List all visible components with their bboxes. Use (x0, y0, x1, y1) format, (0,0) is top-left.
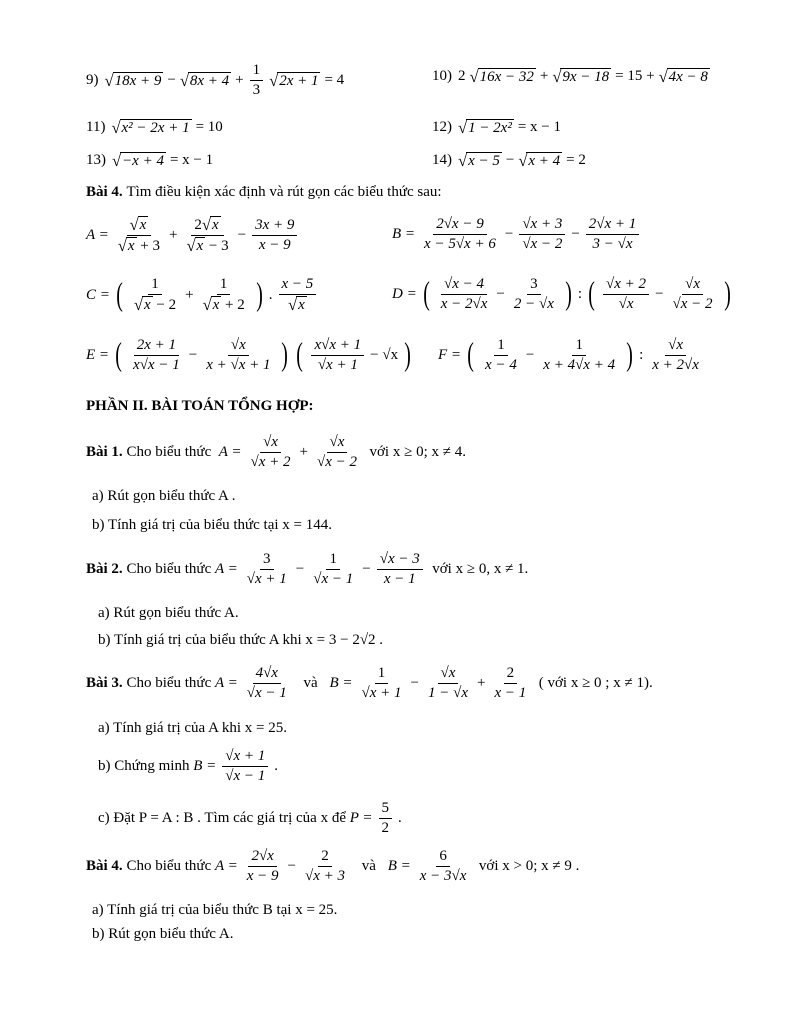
b1-a: a) Rút gọn biểu thức A . (92, 488, 236, 504)
numerator: 4√x (253, 665, 281, 684)
b4-a: a) Tính giá trị của biểu thức B tại x = 25. (92, 902, 338, 918)
numerator: √x + 3 (519, 216, 565, 235)
denominator: 2 − √x (513, 296, 554, 312)
denominator: √x + 1 (246, 571, 287, 587)
radicand: x (212, 297, 220, 313)
term: − √x (370, 347, 399, 363)
numerator: 1 (572, 337, 586, 356)
problem-12: 12) √ 1 − 2x² = x − 1 (432, 118, 562, 137)
radicand: 4x − 8 (668, 69, 708, 85)
expr-name: P = (349, 810, 373, 826)
numerator: 5 (379, 800, 393, 819)
numerator: √x + 1 (222, 748, 268, 767)
denominator: x + 2√x (652, 357, 699, 373)
problem-label: 14) (432, 152, 452, 169)
radicand: 16x − 32 (479, 69, 534, 85)
rhs: = 10 (195, 119, 223, 136)
b2-statement: Bài 2. Cho biểu thức A = $\frac{3}{√x + 1}$ − $\frac{1}{√x - 1}$ − $\frac{√x - 3}{x - 1}$ với x ≥ 0, x ≠ 1. (86, 551, 529, 587)
denominator: √x (618, 296, 634, 312)
denominator: x − 1 (494, 685, 527, 701)
denominator: x − 3√x (419, 868, 467, 884)
numerator: 1 (326, 551, 340, 570)
denominator: 1 − √x (427, 685, 468, 701)
b3-statement: Bài 3. Cho biểu thức A = $\frac{4√x}{√x - 1}$ và B = $\frac{1}{√x + 1}$ − $\frac{√x}{1 - √x}$ + $\frac{2}{x - 1}$ ( với x ≥ 0 ; x ≠ 1). (86, 665, 653, 701)
denominator: x − 9 (258, 237, 291, 253)
exercise-title: Bài 3. (86, 675, 123, 691)
numerator: 3x + 9 (252, 217, 297, 236)
b2-b: b) Tính giá trị của biểu thức A khi x = 3 − 2√2 . (98, 632, 384, 648)
condition: với x ≥ 0, x ≠ 1. (432, 561, 529, 577)
denominator: x − 4 (485, 357, 517, 373)
problem-13: 13) √ −x + 4 = x − 1 (86, 151, 214, 170)
denominator: √x + 1 (361, 685, 402, 701)
exercise-title: Bài 4. (86, 858, 123, 874)
expr-name: B = (392, 226, 416, 242)
radicand: x − 5 (468, 153, 500, 169)
problem-label: 12) (432, 119, 452, 136)
numerator: 2√x (248, 848, 276, 867)
problem-10: 10) 2 √ 16x − 32 + √ 9x − 18 = 15 + √ 4x − 8 (432, 67, 708, 86)
denominator: x − 1 (383, 571, 416, 587)
numerator: √x − 3 (377, 551, 423, 570)
exercise-text: Tìm điều kiện xác định và rút gọn các biểu thức sau: (126, 184, 442, 200)
rhs: = 4 (324, 72, 345, 88)
numerator: √x (682, 276, 703, 295)
radicand: x + 4 (528, 153, 561, 169)
numerator: 3 (260, 551, 274, 570)
expr-A: A = √ x √ x + 3 + 2 √ x √ x − 3 − $\frac{3x + 9}{x - 9}$ (86, 216, 299, 255)
numerator: 3 (527, 276, 541, 295)
rhs: = 15 + (615, 68, 655, 85)
b3-a: a) Tính giá trị của A khi x = 25. (98, 720, 287, 736)
coefficient: 2 (458, 68, 466, 85)
numerator: 1 (217, 276, 231, 295)
b3-c: c) Đặt P = A : B . Tìm các giá trị của x để P = $\frac{5}{2}$ . (98, 800, 402, 836)
expr-name: C = (86, 286, 110, 303)
numerator: 2√x − 9 (433, 216, 487, 235)
numerator: 1 (148, 276, 162, 295)
expr-name: B = (387, 858, 411, 874)
denominator: x − 5√x + 6 (424, 236, 496, 252)
b4-b: b) Rút gọn biểu thức A. (92, 926, 234, 942)
numerator: x − 5 (279, 276, 317, 295)
numerator: 2 (504, 665, 518, 684)
numerator: √x (260, 434, 281, 453)
rhs: = x − 1 (517, 119, 562, 136)
exercise-title: Bài 1. (86, 444, 123, 460)
numerator: 1 (494, 337, 508, 356)
expr-name: F = (438, 347, 462, 363)
radicand: 8x + 4 (189, 72, 230, 89)
denominator: √x − 1 (246, 685, 287, 701)
radicand: x (211, 217, 219, 233)
b4-statement: Bài 4. Cho biểu thức A = $\frac{2√x}{x - 9}$ − $\frac{2}{√x + 3}$ và B = $\frac{6}{x - 3√x}$ với x > 0; x ≠ 9 . (86, 848, 580, 884)
radicand: x (143, 297, 151, 313)
numerator: √x (438, 665, 459, 684)
expr-name: B = (193, 758, 217, 774)
numerator: 6 (436, 848, 450, 867)
expr-B: B = $\frac{2√x - 9}{x - 5√x + 6}$ − $\frac{√x + 3}{√x - 2}$ − $\frac{2√x + 1}{3 - √x}$ (392, 216, 641, 253)
expr-F: F = ( $\frac{1}{x - 4}$ − $\frac{1}{x + 4√x + 4}$ ) : $\frac{√x}{x + 2√x}$ (438, 337, 704, 374)
denominator: x√x − 1 (133, 357, 180, 373)
exercise-text: Cho biểu thức (126, 561, 212, 577)
denominator: √x + 3 (305, 868, 346, 884)
radicand: x² − 2x + 1 (121, 120, 190, 136)
expr-name: B = (329, 675, 353, 691)
expr-name: A = (214, 561, 238, 577)
radicand: x (298, 297, 305, 313)
numerator: 2x + 1 (134, 337, 179, 356)
denominator: √x − 1 (313, 571, 354, 587)
exercise-title: Bài 2. (86, 561, 123, 577)
condition: với x ≥ 0; x ≠ 4. (369, 444, 466, 460)
radicand: x (139, 217, 147, 233)
rhs: = 2 (566, 152, 586, 169)
denominator: √x + 1 (317, 357, 358, 373)
b1-statement: Bài 1. Cho biểu thức A = $\frac{√x}{√x + 2}$ + $\frac{√x}{√x - 2}$ với x ≥ 0; x ≠ 4. (86, 434, 466, 470)
denominator: x + √x + 1 (206, 357, 271, 373)
numerator: √x (327, 434, 348, 453)
bai4-intro (86, 184, 442, 201)
conjunction: và (303, 675, 318, 691)
expr-name: E = (86, 347, 110, 363)
part-text: b) Chứng minh (98, 758, 190, 774)
condition: ( với x ≥ 0 ; x ≠ 1). (538, 675, 653, 691)
expr-name: D = (392, 286, 417, 302)
conjunction: và (361, 858, 376, 874)
problem-label: 9) (86, 72, 99, 88)
expr-name: A = (218, 444, 242, 460)
denominator: 3 − √x (592, 236, 633, 252)
coefficient: 2 (194, 217, 202, 233)
b3-b: b) Chứng minh B = $\frac{√x + 1}{√x - 1}$ . (98, 748, 279, 784)
numerator: √x + 2 (603, 276, 649, 295)
exercise-text: Cho biểu thức (126, 858, 212, 874)
exercise-text: Cho biểu thức (126, 675, 212, 691)
b1-b: b) Tính giá trị của biểu thức tại x = 144. (92, 517, 333, 533)
rhs: = x − 1 (169, 152, 214, 169)
radicand: 2x + 1 (279, 72, 319, 89)
numerator: √x (665, 337, 686, 356)
expr-D: D = ( $\frac{√x - 4}{x - 2√x}$ − $\frac{3}{2 - √x}$ ) : ( $\frac{√x + 2}{√x}$ − $\frac{√x}{√x - 2}$ ) (392, 276, 731, 312)
radicand: x (127, 238, 135, 254)
denominator: 2 (381, 820, 389, 836)
part-text: c) Đặt P = A : B . Tìm các giá trị của x để (98, 810, 346, 826)
radicand: 9x − 18 (562, 69, 610, 85)
condition: với x > 0; x ≠ 9 . (478, 858, 580, 874)
denominator: √x − 2 (316, 454, 357, 470)
problem-11: 11) √ x² − 2x + 1 = 10 (86, 118, 223, 137)
radicand: x (196, 238, 204, 254)
denominator: √x − 2 (522, 236, 563, 252)
numerator: √x − 4 (441, 276, 487, 295)
expr-C: C = ( 1 √ x − 2 + 1 √ x + 2 ) . x − 5 √ x (86, 276, 318, 314)
denominator: √x − 2 (672, 296, 713, 312)
radicand: 1 − 2x² (468, 120, 512, 136)
numerator: √x (228, 337, 249, 356)
part2-title: PHẦN II. BÀI TOÁN TỔNG HỢP: (86, 398, 314, 414)
problem-label: 13) (86, 152, 106, 169)
expr-name: A = (214, 675, 238, 691)
radicand: −x + 4 (122, 153, 164, 169)
problem-label: 11) (86, 119, 106, 136)
radicand: 18x + 9 (114, 72, 162, 89)
expr-name: A = (86, 227, 109, 243)
problem-9: 9) √ 18x + 9 − √ 8x + 4 + $\frac{1}{3}$ √ 2x + 1 = 4 (86, 62, 345, 98)
denominator: √x − 1 (225, 768, 266, 784)
numerator: 1 (250, 62, 264, 81)
exercise-title: Bài 4. (86, 184, 123, 200)
denominator: x − 2√x (440, 296, 488, 312)
numerator: 2 (318, 848, 332, 867)
expr-E: E = ( $\frac{2x + 1}{x√x - 1}$ − $\frac{√x}{x + √x + 1}$ ) ( $\frac{x√x + 1}{√x + 1}$ − √x ) (86, 337, 411, 373)
denominator: x − 9 (246, 868, 279, 884)
b2-a: a) Rút gọn biểu thức A. (98, 605, 239, 621)
problem-label: 10) (432, 68, 452, 85)
expr-name: A = (214, 858, 238, 874)
numerator: 2√x + 1 (586, 216, 640, 235)
denominator: √x + 2 (250, 454, 291, 470)
denominator: x + 4√x + 4 (543, 357, 616, 373)
numerator: x√x + 1 (311, 337, 364, 356)
exercise-text: Cho biểu thức (126, 444, 212, 460)
problem-14: 14) √ x − 5 − √ x + 4 = 2 (432, 151, 586, 170)
denominator: 3 (252, 82, 261, 98)
numerator: 1 (375, 665, 389, 684)
